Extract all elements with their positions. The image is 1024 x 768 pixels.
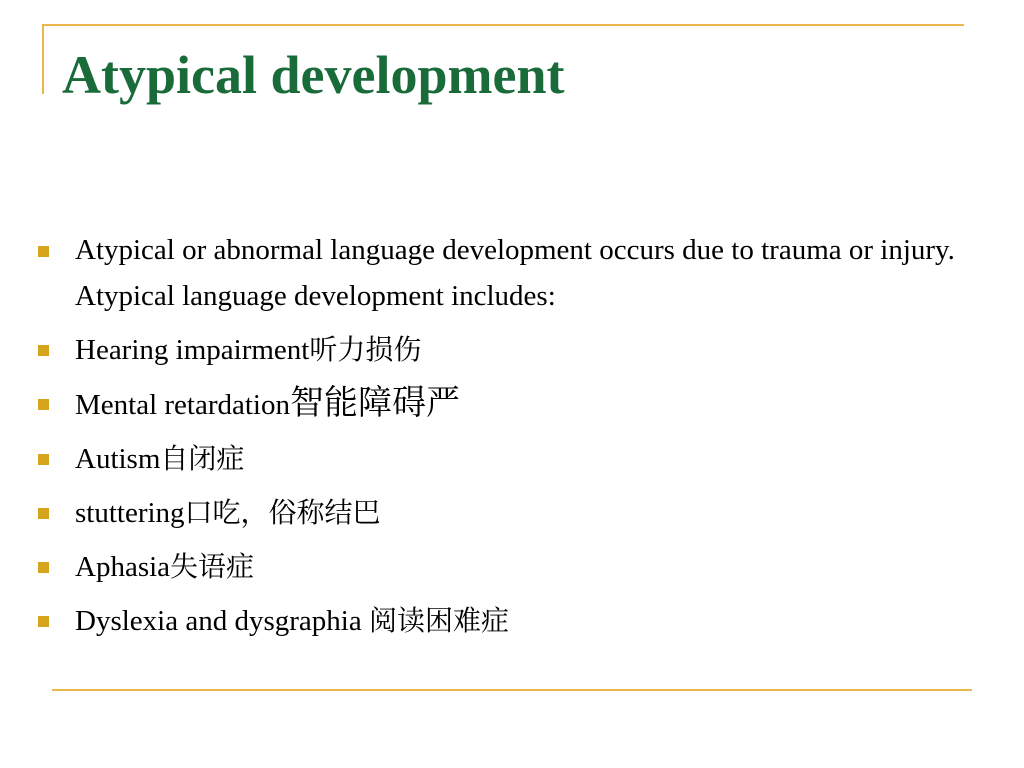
square-bullet-icon — [38, 454, 49, 465]
square-bullet-icon — [38, 345, 49, 356]
bullet-item-aphasia — [0, 544, 1024, 590]
bullet-chinese-text: 口吃，俗称结巴 — [184, 496, 381, 529]
bullet-text: Autism — [75, 443, 161, 475]
slide-title: Atypical development — [62, 45, 565, 105]
bullet-item-hearing-impairment — [0, 327, 1024, 373]
bullet-item-autism — [0, 436, 1024, 482]
bullet-chinese-text: 自闭症 — [160, 442, 245, 475]
title-accent-vertical-line — [42, 24, 44, 94]
bullet-chinese-text: 听力损伤 — [309, 333, 422, 366]
square-bullet-icon — [38, 246, 49, 257]
square-bullet-icon — [38, 508, 49, 519]
square-bullet-icon — [38, 616, 49, 627]
bullet-chinese-text: 阅读困难症 — [368, 604, 509, 637]
bullet-text: stuttering — [75, 497, 185, 529]
footer-accent-line — [52, 689, 972, 691]
title-accent-top-line — [42, 24, 964, 26]
square-bullet-icon — [38, 562, 49, 573]
bullet-item-mental-retardation — [0, 381, 1024, 428]
bullet-item-atypical-definition — [0, 228, 1024, 319]
bullet-list — [0, 228, 1024, 652]
square-bullet-icon — [38, 399, 49, 410]
bullet-chinese-text: 智能障碍严 — [290, 383, 460, 423]
bullet-chinese-text: 失语症 — [170, 550, 255, 583]
bullet-text: Hearing impairment — [75, 334, 310, 366]
bullet-text: Mental retardation — [75, 389, 290, 421]
bullet-item-stuttering — [0, 490, 1024, 536]
bullet-text: Dyslexia and dysgraphia — [75, 605, 369, 637]
bullet-text: Atypical or abnormal language development occurs due to trauma or injury. Atypical language development includes: — [75, 234, 955, 312]
bullet-item-dyslexia-dysgraphia — [0, 598, 1024, 644]
bullet-text: Aphasia — [75, 551, 171, 583]
